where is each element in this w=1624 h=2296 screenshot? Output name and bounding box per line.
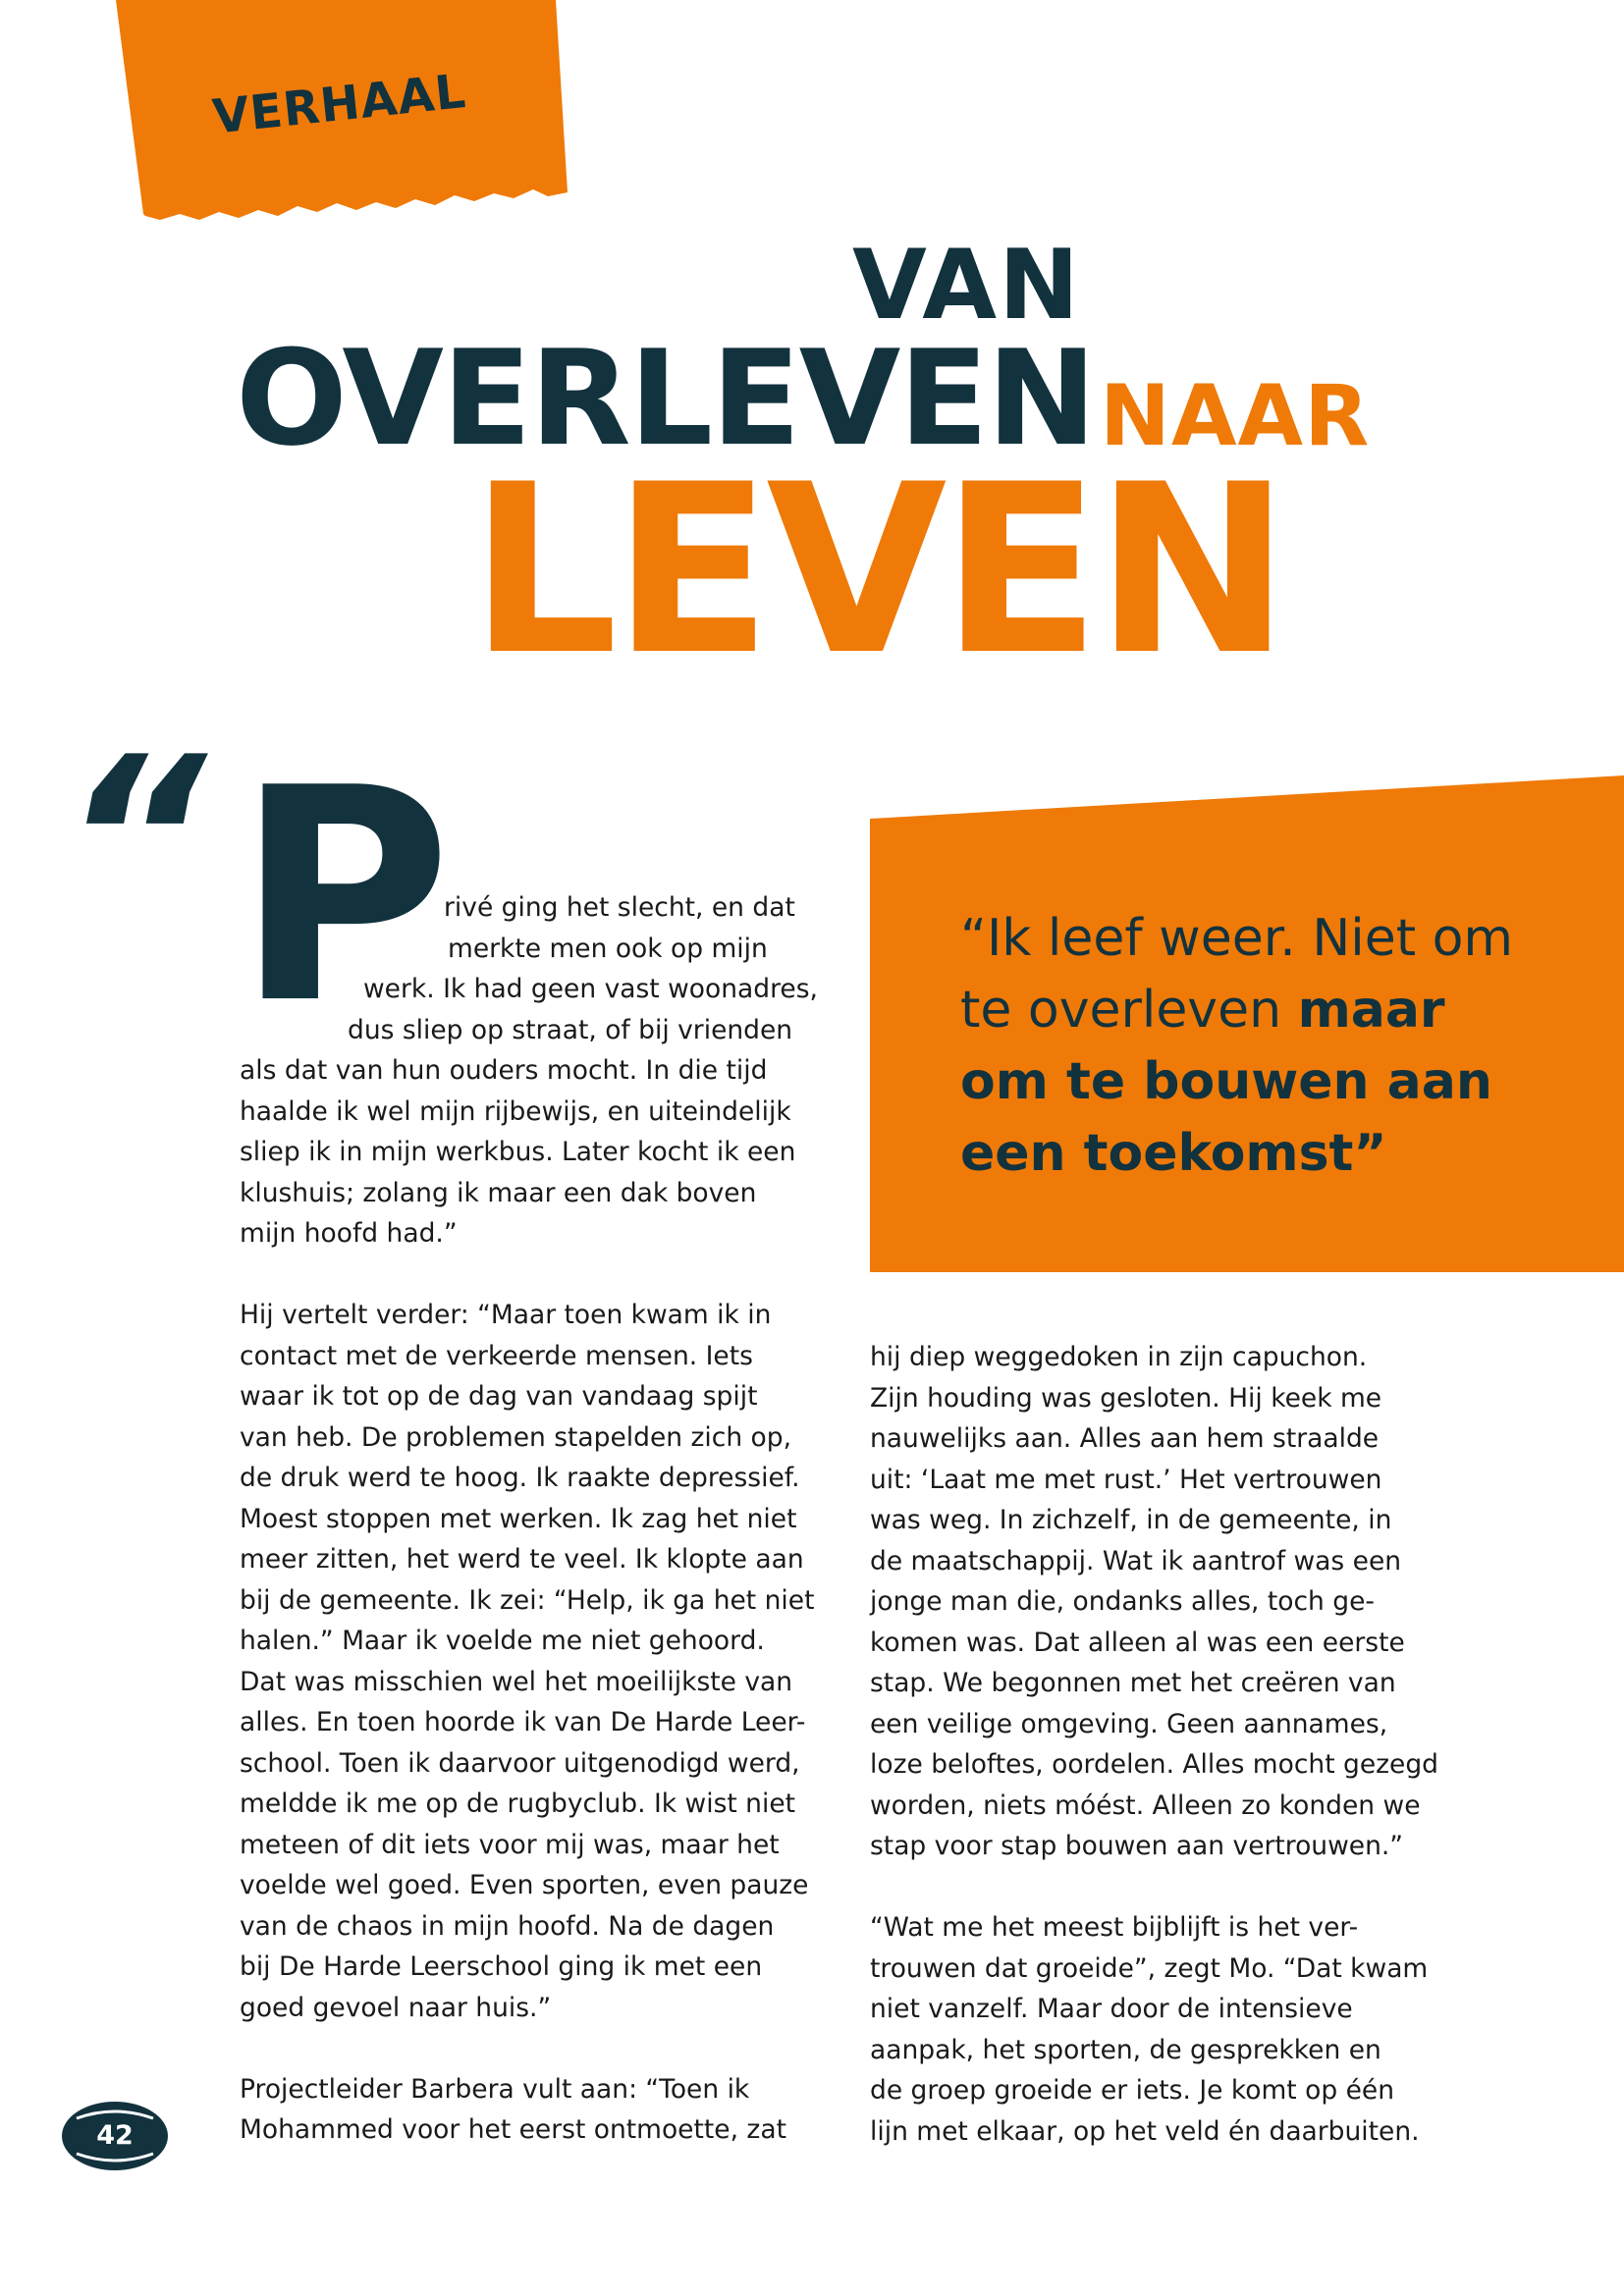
opening-quote-mark: “ <box>61 710 207 972</box>
right-body-column <box>870 1337 1459 2152</box>
body-text-line: goed gevoel naar huis.” <box>240 1992 552 2023</box>
pull-quote-line-4 <box>960 1118 1513 1190</box>
body-text-line: school. Toen ik daarvoor uitgenodigd werd, <box>240 1747 800 1779</box>
body-text-line: aanpak, het sporten, de gesprekken en <box>870 2034 1381 2065</box>
body-text-line: meldde ik me op de rugbyclub. Ik wist niet <box>240 1789 796 1819</box>
body-text-line: bij De Harde Leerschool ging ik met een <box>240 1951 763 1982</box>
pull-quote-line-2-bold: maar <box>1297 981 1445 1040</box>
body-text-line: meteen of dit iets voor mij was, maar het <box>240 1829 780 1860</box>
page-number: 42 <box>96 2120 134 2151</box>
body-text-line: Projectleider Barbera vult aan: “Toen ik <box>240 2073 750 2105</box>
pull-quote-line-3 <box>960 1046 1513 1118</box>
body-text-line: de maatschappij. Wat ik aantrof was een <box>870 1545 1402 1576</box>
pull-quote-line-2 <box>960 975 1513 1046</box>
body-text-line: stap. We begonnen met het creëren van <box>870 1668 1396 1698</box>
pull-quote-line-4-bold: een toekomst” <box>960 1124 1387 1183</box>
section-tag-label: VERHAAL <box>210 63 469 145</box>
paragraph-gap <box>240 2028 819 2069</box>
body-text-line: worden, niets móést. Alleen zo konden we <box>870 1789 1421 1821</box>
title-line-van: VAN <box>852 230 1082 342</box>
body-text-line: rivé ging het slecht, en dat <box>444 892 795 923</box>
pull-quote-line-1: “Ik leef weer. Niet om <box>960 909 1514 968</box>
paragraph-gap <box>870 1867 1459 1908</box>
body-text-line: van heb. De problemen stapelden zich op, <box>240 1421 791 1453</box>
body-text-line: meer zitten, het werd te veel. Ik klopte aan <box>240 1544 804 1575</box>
body-text-line: mijn hoofd had.” <box>240 1218 458 1249</box>
body-text-line: als dat van hun ouders mocht. In die tijd <box>240 1055 768 1086</box>
body-text-line: lijn met elkaar, op het veld én daarbuiten. <box>870 2115 1420 2147</box>
body-text-line: was weg. In zichzelf, in de gemeente, in <box>870 1505 1392 1535</box>
body-text-line: komen was. Dat alleen al was een eerste <box>870 1627 1405 1658</box>
section-tag <box>116 0 568 236</box>
body-text-line: uit: ‘Laat me met rust.’ Het vertrouwen <box>870 1464 1382 1495</box>
body-text-line: voelde wel goed. Even sporten, even pauze <box>240 1870 809 1900</box>
pull-quote-line-2-regular: te overleven <box>960 981 1298 1040</box>
body-text-line: een veilige omgeving. Geen aannames, <box>870 1708 1388 1739</box>
title-accent-naar: NAAR <box>1100 367 1371 465</box>
pull-quote-line-3-bold: om te bouwen aan <box>960 1052 1492 1111</box>
paragraph-gap <box>240 1255 819 1296</box>
body-text-line: haalde ik wel mijn rijbewijs, en uiteindelijk <box>240 1095 791 1127</box>
body-text-line: alles. En toen hoorde ik van De Harde Leer- <box>240 1707 806 1737</box>
body-text-line: bij de gemeente. Ik zei: “Help, ik ga het niet <box>240 1584 815 1616</box>
body-text-line: contact met de verkeerde mensen. Iets <box>240 1340 753 1371</box>
body-text-line: hij diep weggedoken in zijn capuchon. <box>870 1342 1368 1372</box>
title-line-overleven: OVERLEVEN <box>236 322 1096 475</box>
body-text-line: Zijn houding was gesloten. Hij keek me <box>870 1382 1382 1414</box>
body-text-line: “Wat me het meest bijblijft is het ver- <box>870 1912 1359 1943</box>
pull-quote-box <box>870 775 1624 1272</box>
body-text-line: loze beloftes, oordelen. Alles mocht gezegd <box>870 1749 1438 1780</box>
body-text-line: Mohammed voor het eerst ontmoette, zat <box>240 2114 786 2145</box>
body-text-line: halen.” Maar ik voelde me niet gehoord. <box>240 1626 765 1656</box>
body-text-line: sliep ik in mijn werkbus. Later kocht ik een <box>240 1137 796 1167</box>
body-text-line: de groep groeide er iets. Je komt op één <box>870 2075 1394 2106</box>
body-text-line: Hij vertelt verder: “Maar toen kwam ik in <box>240 1300 772 1330</box>
title-line-leven: LEVEN <box>469 435 1285 707</box>
body-text-line: waar ik tot op de dag van vandaag spijt <box>240 1381 758 1412</box>
pull-quote-text <box>960 903 1513 1190</box>
body-text-line: merkte men ook op mijn <box>448 933 768 964</box>
body-text-line: van de chaos in mijn hoofd. Na de dagen <box>240 1910 775 1942</box>
page-number-badge <box>61 2101 169 2171</box>
body-text-line: de druk werd te hoog. Ik raakte depressief. <box>240 1463 800 1493</box>
body-text-line: niet vanzelf. Maar door de intensieve <box>870 1994 1353 2024</box>
drop-cap: P <box>236 725 452 1068</box>
body-text-line: klushuis; zolang ik maar een dak boven <box>240 1177 757 1208</box>
body-text-line: trouwen dat groeide”, zegt Mo. “Dat kwam <box>870 1952 1429 1984</box>
left-body-column <box>240 887 819 2151</box>
body-text-line: jonge man die, ondanks alles, toch ge- <box>870 1586 1375 1617</box>
body-text-line: nauwelijks aan. Alles aan hem straalde <box>870 1423 1380 1454</box>
body-text-line: Moest stoppen met werken. Ik zag het niet <box>240 1503 797 1534</box>
body-text-line: werk. Ik had geen vast woonadres, <box>363 974 818 1004</box>
body-text-line: stap voor stap bouwen aan vertrouwen.” <box>870 1831 1404 1861</box>
body-text-line: dus sliep op straat, of bij vrienden <box>348 1014 793 1045</box>
body-text-line: Dat was misschien wel het moeilijkste van <box>240 1666 793 1697</box>
